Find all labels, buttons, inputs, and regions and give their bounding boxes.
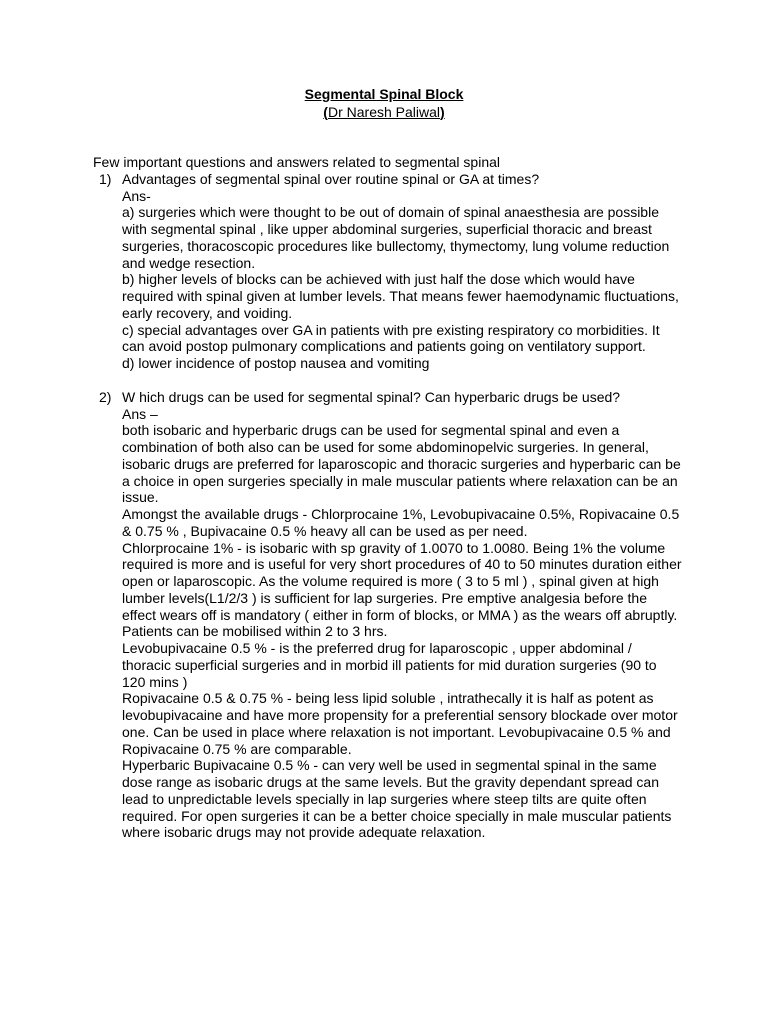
answer-paragraph: Amongst the available drugs - Chlorprocaine 1%, Levobupivacaine 0.5%, Ropivacaine 0.5 & 0.75 % , Bupivacaine 0.5 % heavy all can be used as per need. xyxy=(122,506,680,539)
author-name: Dr Naresh Paliwal xyxy=(327,104,441,120)
answer-paragraph: Chlorprocaine 1% - is isobaric with sp gravity of 1.0070 to 1.0080. Being 1% the volume required is more and is useful for very short procedures of 40 to 50 minutes duration either open or laparoscopic. As the volume required is more ( 3 to 5 ml ) , spinal given at high lumber levels(L1/2/3 ) is sufficient for lap surgeries. Pre emptive analgesia before the effect wears off is mandatory ( either in form of blocks, or MMA ) as the wears off abruptly. Patients can be mobilised within 2 to 3 hrs. xyxy=(122,539,682,640)
author-close-paren: ) xyxy=(440,104,445,120)
question-text: Advantages of segmental spinal over routine spinal or GA at times? xyxy=(122,170,540,187)
answer-paragraph: d) lower incidence of postop nausea and vomiting xyxy=(122,355,430,371)
answer-paragraph: b) higher levels of blocks can be achieved with just half the dose which would have required with spinal given at lumber levels. That means fewer haemodynamic fluctuations, early recovery, and voiding. xyxy=(122,271,679,321)
answer-label: Ans – xyxy=(122,405,158,422)
answer-label: Ans- xyxy=(122,187,151,204)
answer-paragraph: c) special advantages over GA in patients with pre existing respiratory co morbidities. It can avoid postop pulmonary complications and patients going on ventilatory support. xyxy=(122,321,660,355)
answer-paragraph: Hyperbaric Bupivacaine 0.5 % - can very well be used in segmental spinal in the same dose range as isobaric drugs at the same levels. But the gravity dependant spread can lead to unpredictable levels specially in lap surgeries where steep tilts are quite often required. For open surgeries it can be a better choice specially in male muscular patients where isobaric drugs may not provide adequate relaxation. xyxy=(122,757,672,841)
question-text: W hich drugs can be used for segmental spinal? Can hyperbaric drugs be used? xyxy=(122,388,621,405)
answer-paragraph: both isobaric and hyperbaric drugs can be used for segmental spinal and even a combination of both also can be used for some abdominopelvic surgeries. In general, isobaric drugs are preferred for laparoscopic and thoracic surgeries and hyperbaric can be a choice in open surgeries specially in male muscular patients where relaxation can be an issue. xyxy=(122,422,681,506)
question-item xyxy=(93,171,683,372)
document-body xyxy=(93,154,683,841)
answer-paragraph: a) surgeries which were thought to be out of domain of spinal anaesthesia are possible with segmental spinal , like upper abdominal surgeries, superficial thoracic and breast surgeries, thoracoscopic procedures like bullectomy, thymectomy, lung volume reduction and wedge resection. xyxy=(122,204,670,271)
paragraph-gap xyxy=(93,372,683,389)
question-item xyxy=(93,389,683,841)
document-title: Segmental Spinal Block xyxy=(304,86,464,102)
answer-paragraph: Levobupivacaine 0.5 % - is the preferred drug for laparoscopic , upper abdominal / thoracic superficial surgeries and in morbid ill patients for mid duration surgeries (90 to 120 mins ) xyxy=(122,640,657,690)
question-number: 1) xyxy=(99,170,112,187)
document-author xyxy=(0,104,768,121)
author-open-paren: ( xyxy=(323,104,328,120)
question-number: 2) xyxy=(99,388,112,405)
answer-paragraph: Ropivacaine 0.5 & 0.75 % - being less lipid soluble , intrathecally it is half as potent as levobupivacaine and have more propensity for a preferential sensory blockade over motor one. Can be used in place where relaxation is not important. Levobupivacaine 0.5 % and Ropivacaine 0.75 % are comparable. xyxy=(122,690,678,757)
intro-text: Few important questions and answers related to segmental spinal xyxy=(93,154,500,170)
